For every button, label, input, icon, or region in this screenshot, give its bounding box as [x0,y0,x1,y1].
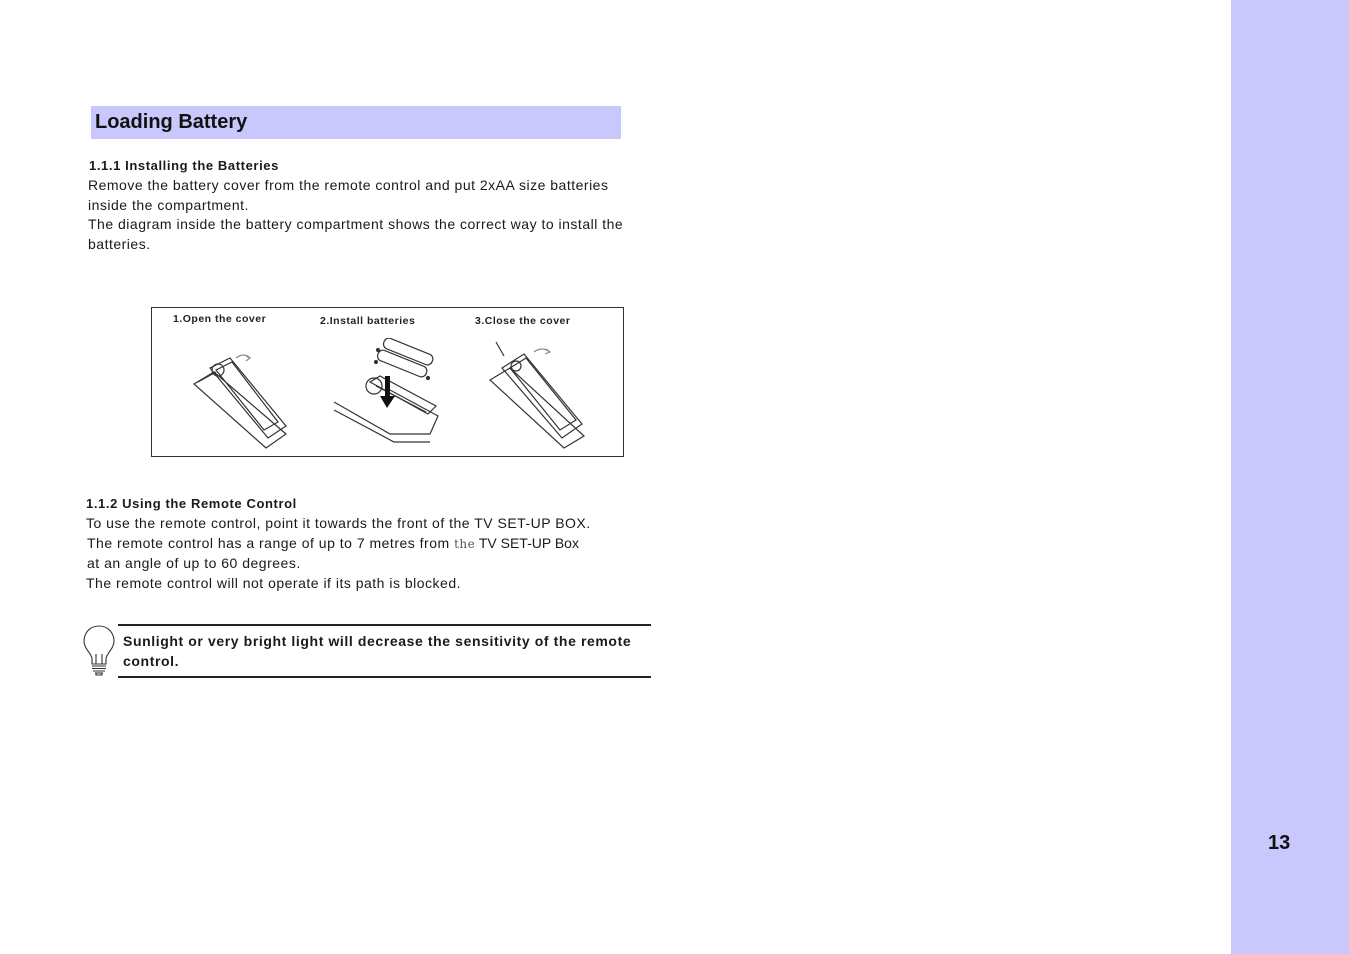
diagram-step-2-label: 2.Install batteries [320,315,416,327]
section-title-bar [91,106,621,139]
using-line-2-post: TV SET-UP Box [475,535,579,551]
install-batteries-icon [330,338,446,450]
page-number: 13 [1268,832,1291,854]
battery-diagram [151,307,624,457]
using-line-2 [87,533,579,554]
installing-line-2: inside the compartment. [88,197,249,213]
using-heading: 1.1.2 Using the Remote Control [86,496,297,511]
diagram-step-3-label: 3.Close the cover [475,315,571,327]
lightbulb-icon [82,624,116,676]
installing-heading: 1.1.1 Installing the Batteries [89,158,279,173]
note-bottom-rule [118,676,651,678]
note-text [123,631,663,671]
using-line-2-pre: The remote control has a range of up to 7 metres from [87,535,455,551]
note-text-line-2: control. [123,653,180,669]
installing-line-3: The diagram inside the battery compartment shows the correct way to install the [88,216,624,232]
diagram-step-1-label: 1.Open the cover [173,313,267,325]
remote-close-cover-icon [484,338,594,450]
side-band [1231,0,1349,954]
using-line-2-the: the [454,537,476,551]
using-line-1: To use the remote control, point it towards the front of the TV SET-UP BOX. [86,515,591,531]
using-line-4: The remote control will not operate if its path is blocked. [86,575,462,591]
installing-line-4: batteries. [88,236,151,252]
note-text-line-1: Sunlight or very bright light will decrease the sensitivity of the remote [123,633,632,649]
installing-line-1: Remove the battery cover from the remote control and put 2xAA size batteries [88,177,609,193]
remote-open-cover-icon [188,338,298,450]
note-top-rule [118,624,651,626]
using-line-3: at an angle of up to 60 degrees. [87,555,301,571]
section-title: Loading Battery [95,111,248,133]
